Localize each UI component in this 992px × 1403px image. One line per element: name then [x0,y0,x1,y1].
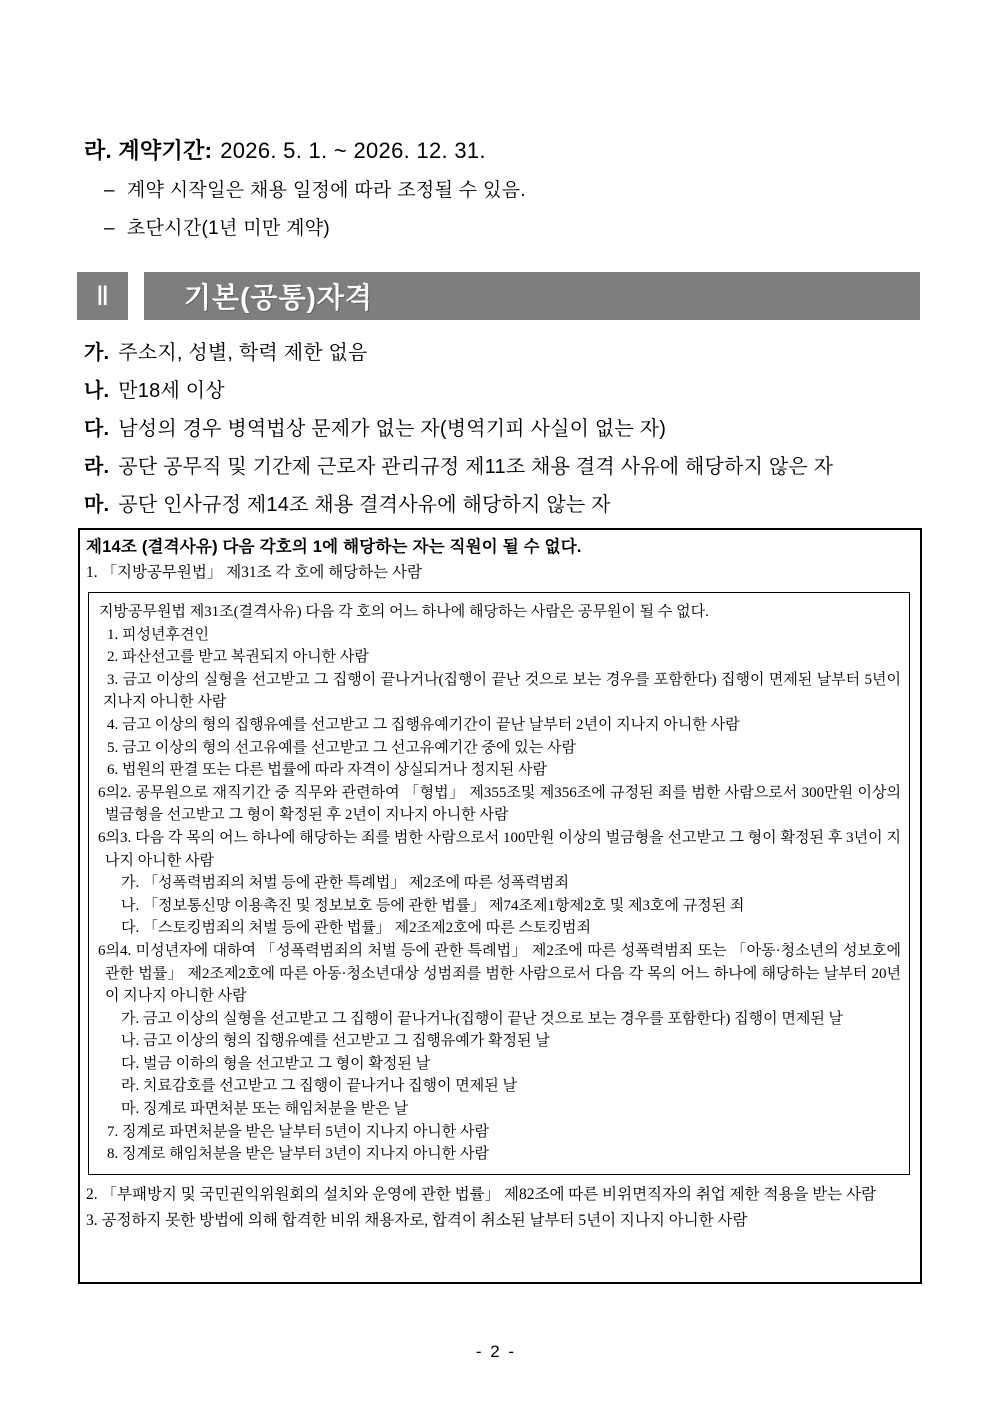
law-line: 6의3. 다음 각 목의 어느 하나에 해당하는 죄를 범한 사람으로서 100만원 이상의 벌금형을 선고받고 그 형이 확정된 후 3년이 지나지 아니한 사람 [98,829,901,869]
law-line: 3. 금고 이상의 실형을 선고받고 그 집행이 끝나거나(집행이 끝난 것으로 보는 경우를 포함한다) 집행이 면제된 날부터 5년이 지나지 아니한 사람 [103,671,901,711]
law-line: 6. 법원의 판결 또는 다른 법률에 따라 자격이 상실되거나 정지된 사람 [107,762,547,779]
contract-period-line [84,136,932,166]
law-line: 8. 징계로 해임처분을 받은 날부터 3년이 지나지 아니한 사람 [107,1146,490,1163]
law-line: 1. 피성년후견인 [107,626,209,643]
contract-note [84,178,932,204]
item-marker: 가. [84,342,110,364]
law-article-31-box [88,592,910,1175]
item-text: 공단 인사규정 제14조 채용 결격사유에 해당하지 않는 자 [118,494,611,516]
section-header [77,272,920,320]
law-subline: 가. 금고 이상의 실형을 선고받고 그 집행이 끝나거나(집행이 끝난 것으로 보는 경우를 포함한다) 집행이 면제된 날 [121,1010,844,1027]
item-text: 주소지, 성별, 학력 제한 없음 [118,342,368,364]
contract-note [84,216,932,242]
contract-note-text: 계약 시작일은 채용 일정에 따라 조정될 수 있음. [126,180,526,201]
law-line: 6의4. 미성년자에 대하여 「성폭력범죄의 처벌 등에 관한 특례법」 제2조에 따른 성폭력범죄 또는 「아동·청소년의 성보호에 관한 법률」 제2조제2호에 따른 아동·청소년대상 성범죄를 범한 사람으로서 다음 각 목의 어느 하나에 해당하는 날부터 20년이 지나지 아니한 사람 [98,942,901,1005]
qualification-list [84,341,926,531]
qualification-item [84,341,926,366]
section-numeral: Ⅱ [95,280,110,311]
qualification-item [84,379,926,404]
section-title-bar [144,272,920,320]
article-14-item-1: 1. 「지방공무원법」 제31조 각 호에 해당하는 사람 [86,564,422,581]
item-marker: 다. [84,418,110,440]
section-numeral-box [77,272,128,320]
law-subline: 나. 금고 이상의 형의 집행유예를 선고받고 그 집행유예가 확정된 날 [121,1033,550,1050]
section-title: 기본(공통)자격 [184,282,373,313]
item-marker: 나. [84,380,110,402]
contract-period-value: 2026. 5. 1. ~ 2026. 12. 31. [220,138,486,163]
article-14-item-2: 2. 「부패방지 및 국민권익위원회의 설치와 운영에 관한 법률」 제82조에 따른 비위면직자의 취업 제한 적용을 받는 사람 [86,1185,877,1203]
page-number: - 2 - [475,1342,517,1361]
law-subline: 나. 「정보통신망 이용촉진 및 정보보호 등에 관한 법률」 제74조제1항제2호 및 제3호에 규정된 죄 [121,897,745,914]
article-14-heading: 제14조 (결격사유) 다음 각호의 1에 해당하는 자는 직원이 될 수 없다. [86,538,582,556]
law-subline: 마. 징계로 파면처분 또는 해임처분을 받은 날 [121,1101,409,1118]
law-subline: 라. 치료감호를 선고받고 그 집행이 끝나거나 집행이 면제된 날 [121,1078,518,1095]
contract-period-label: 라. 계약기간: [84,138,213,163]
qualification-item [84,417,926,442]
law-subline: 다. 벌금 이하의 형을 선고받고 그 형이 확정된 날 [121,1055,431,1072]
law-intro: 지방공무원법 제31조(결격사유) 다음 각 호의 어느 하나에 해당하는 사람은 공무원이 될 수 없다. [99,604,709,620]
law-subline: 다. 「스토킹범죄의 처벌 등에 관한 법률」 제2조제2호에 따른 스토킹범죄 [121,920,591,937]
item-marker: 마. [84,494,110,516]
dash-marker: – [104,218,115,239]
law-line: 2. 파산선고를 받고 복권되지 아니한 사람 [107,649,369,666]
law-subline: 가. 「성폭력범죄의 처벌 등에 관한 특례법」 제2조에 따른 성폭력범죄 [121,875,569,892]
qualification-item [84,493,926,518]
item-marker: 라. [84,456,110,478]
item-text: 남성의 경우 병역법상 문제가 없는 자(병역기피 사실이 없는 자) [118,418,667,440]
law-line: 7. 징계로 파면처분을 받은 날부터 5년이 지나지 아니한 사람 [107,1123,490,1140]
law-line: 4. 금고 이상의 형의 집행유예를 선고받고 그 집행유예기간이 끝난 날부터 2년이 지나지 아니한 사람 [107,716,740,733]
article-14-disqualification-box [78,528,922,1284]
dash-marker: – [104,180,115,201]
item-text: 공단 공무직 및 기간제 근로자 관리규정 제11조 채용 결격 사유에 해당하지 않은 자 [118,456,834,478]
qualification-item [84,455,926,480]
item-text: 만18세 이상 [118,380,225,402]
contract-note-text: 초단시간(1년 미만 계약) [126,218,331,239]
law-line: 5. 금고 이상의 형의 선고유예를 선고받고 그 선고유예기간 중에 있는 사람 [107,739,576,756]
article-14-item-3: 3. 공정하지 못한 방법에 의해 합격한 비위 채용자로, 합격이 취소된 날부터 5년이 지나지 아니한 사람 [86,1211,748,1229]
contract-period-block [84,136,932,242]
law-line: 6의2. 공무원으로 재직기간 중 직무와 관련하여 「형법」 제355조및 제356조에 규정된 죄를 범한 사람으로서 300만원 이상의 벌금형을 선고받고 그 형이 확정된 후 2년이 지나지 아니한 사람 [98,784,901,824]
